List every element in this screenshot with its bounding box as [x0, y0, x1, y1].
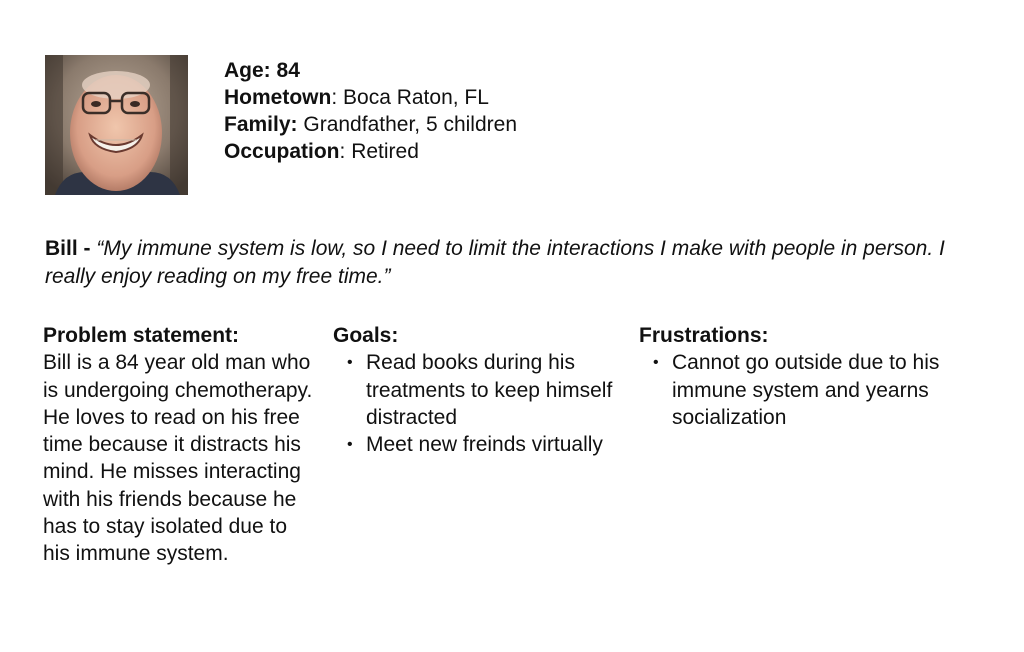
frustrations-heading: Frustrations:	[639, 324, 769, 347]
profile-facts	[224, 57, 517, 165]
hometown-row	[224, 84, 517, 111]
quote-text: “My immune system is low, so I need to limit the interactions I make with people in person. I really enjoy reading on my free time.”	[45, 237, 945, 288]
persona-photo	[45, 55, 188, 195]
goal-text: Meet new freinds virtually	[366, 433, 603, 457]
hometown-separator: :	[331, 86, 338, 109]
goal-item	[333, 431, 618, 458]
goals-section	[333, 322, 618, 458]
problem-statement-body: Bill is a 84 year old man who is undergoing chemotherapy. He loves to read on his free time because it distracts his mind. He misses interacting with his friends because he has to stay isolated due to his immune system.	[43, 351, 313, 566]
persona-quote	[45, 235, 985, 291]
occupation-value: Retired	[351, 140, 419, 163]
frustrations-section	[639, 322, 969, 431]
goals-heading: Goals:	[333, 324, 399, 347]
family-label: Family:	[224, 113, 298, 136]
bullet-icon: •	[347, 354, 353, 372]
age-row	[224, 57, 517, 84]
frustration-item	[639, 349, 969, 431]
hometown-label: Hometown	[224, 86, 332, 109]
family-row	[224, 111, 517, 138]
problem-statement-heading: Problem statement:	[43, 324, 240, 347]
bullet-icon: •	[653, 354, 659, 372]
family-value: Grandfather, 5 children	[303, 113, 518, 136]
frustrations-list	[639, 349, 969, 431]
goals-list	[333, 349, 618, 458]
hometown-value: Boca Raton, FL	[343, 86, 489, 109]
occupation-label: Occupation	[224, 140, 340, 163]
quote-name: Bill -	[45, 237, 91, 260]
age-value: 84	[276, 59, 300, 82]
portrait-image	[45, 55, 188, 195]
age-label: Age:	[224, 59, 271, 82]
bullet-icon: •	[347, 436, 353, 454]
frustration-text: Cannot go outside due to his immune system and yearns socialization	[672, 351, 940, 429]
occupation-separator: :	[339, 140, 346, 163]
goal-item	[333, 349, 618, 431]
occupation-row	[224, 138, 517, 165]
goal-text: Read books during his treatments to keep himself distracted	[366, 351, 613, 429]
problem-statement-section	[43, 322, 313, 568]
